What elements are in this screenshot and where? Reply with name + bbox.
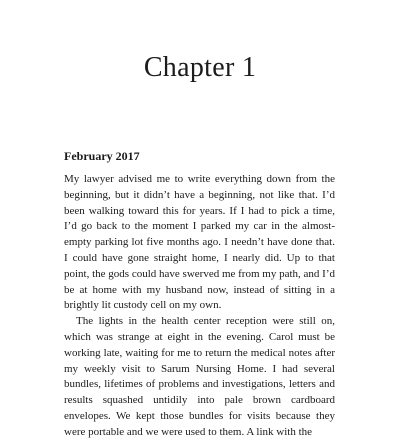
date-heading: February 2017 [64, 149, 140, 163]
body-text [64, 172, 335, 441]
paragraph-1: My lawyer advised me to write everything down from the beginning, but it didn’t have a beginning, not like that. I’d been walking toward this for years. If I had to pick a time, I’d go back to the moment I parked my car in the almost-empty parking lot five months ago. I needn’t have done that. I could have gone straight home, I nearly did. Up to that point, the gods could have swerved me from my path, and I’d be at home with my husband now, instead of sitting in a brightly lit custody cell on my own. [64, 173, 335, 312]
paragraph-2: The lights in the health center reception were still on, which was strange at eight in the evening. Carol must be working late, waiting for me to return the medical notes after my weekly visit to Sarum Nursing Home. I had several bundles, lifetimes of problems and investigations, letters and results squashed untidily into pale brown cardboard envelopes. We kept those bundles for visits because they were portable and we were used to them. A link with the [64, 315, 335, 438]
chapter-title: Chapter 1 [143, 52, 257, 83]
